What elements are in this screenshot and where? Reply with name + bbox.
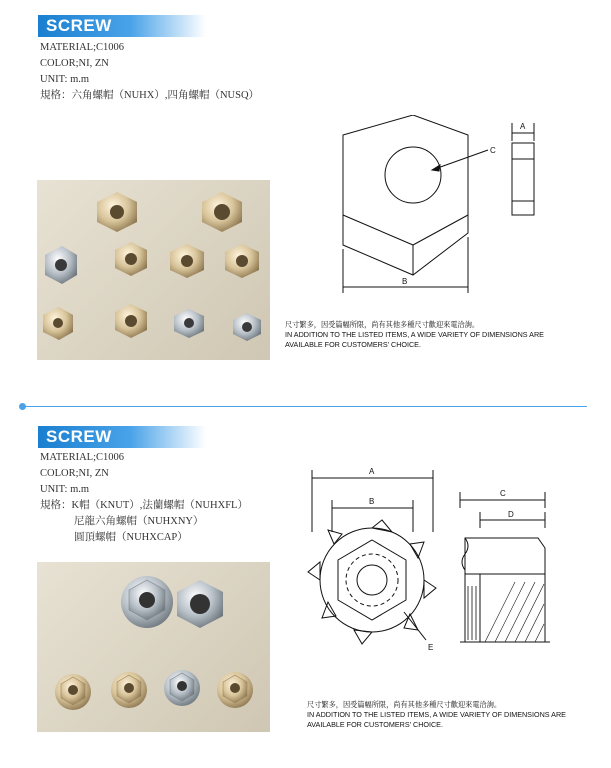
nut bbox=[115, 242, 147, 276]
nut bbox=[217, 672, 253, 708]
nut bbox=[174, 309, 204, 338]
color-text: COLOR;NI, ZN bbox=[40, 58, 109, 69]
note-chinese: 尺寸繁多，因受篇幅所限，尚有其他多種尺寸歡迎來電洽詢。 bbox=[285, 320, 480, 329]
hex-nut-photo bbox=[37, 180, 270, 360]
spec-text-3: 圓頂螺帽（NUHXCAP） bbox=[74, 532, 188, 543]
nut bbox=[43, 307, 73, 340]
nut bbox=[170, 244, 204, 278]
material-text: MATERIAL;C1006 bbox=[40, 452, 124, 463]
note-english-line2: AVAILABLE FOR CUSTOMERS' CHOICE. bbox=[285, 340, 421, 349]
section-divider bbox=[22, 406, 587, 407]
label-d: D bbox=[508, 510, 514, 519]
knut-photo bbox=[37, 562, 270, 732]
nut bbox=[111, 672, 147, 708]
nut bbox=[202, 192, 242, 232]
label-c: C bbox=[490, 146, 496, 155]
label-b: B bbox=[369, 497, 375, 506]
note-english-line2: AVAILABLE FOR CUSTOMERS' CHOICE. bbox=[307, 720, 443, 729]
nut bbox=[115, 304, 147, 338]
color-text: COLOR;NI, ZN bbox=[40, 468, 109, 479]
label-b: B bbox=[402, 277, 408, 286]
spec-text-2: 尼龍六角螺帽（NUHXNY） bbox=[74, 516, 204, 527]
hex-nut-drawing bbox=[320, 115, 550, 300]
nut bbox=[177, 580, 223, 628]
nut bbox=[233, 313, 261, 341]
knut-drawing bbox=[300, 462, 560, 662]
nut bbox=[97, 192, 137, 232]
hex-nut-photo-art bbox=[37, 180, 270, 360]
section1-title-banner: SCREW bbox=[38, 15, 206, 37]
knut-photo-art bbox=[37, 562, 270, 732]
nut bbox=[121, 576, 173, 628]
nut bbox=[45, 246, 77, 284]
spec-text: 規格：六角螺帽（NUHX）,四角螺帽（NUSQ） bbox=[40, 90, 260, 101]
unit-text: UNIT: m.m bbox=[40, 74, 90, 85]
nut bbox=[225, 244, 259, 278]
section2-title-banner: SCREW bbox=[38, 426, 206, 448]
label-e: E bbox=[428, 643, 434, 652]
label-a: A bbox=[369, 467, 375, 476]
section1-note bbox=[285, 320, 544, 350]
spec-text-1: 規格：K帽（KNUT）,法蘭螺帽（NUHXFL） bbox=[40, 500, 248, 511]
note-english-line1: IN ADDITION TO THE LISTED ITEMS, A WIDE VARIETY OF DIMENSIONS ARE bbox=[307, 710, 566, 719]
unit-text: UNIT: m.m bbox=[40, 484, 90, 495]
nut bbox=[55, 674, 91, 710]
material-text: MATERIAL;C1006 bbox=[40, 42, 124, 53]
nut bbox=[164, 670, 200, 706]
section1-specs bbox=[40, 40, 259, 104]
note-english-line1: IN ADDITION TO THE LISTED ITEMS, A WIDE VARIETY OF DIMENSIONS ARE bbox=[285, 330, 544, 339]
section2-note bbox=[307, 700, 566, 730]
note-chinese: 尺寸繁多，因受篇幅所限，尚有其他多種尺寸歡迎來電洽詢。 bbox=[307, 700, 502, 709]
label-c: C bbox=[500, 489, 506, 498]
label-a: A bbox=[520, 122, 526, 131]
section2-specs bbox=[40, 450, 248, 546]
